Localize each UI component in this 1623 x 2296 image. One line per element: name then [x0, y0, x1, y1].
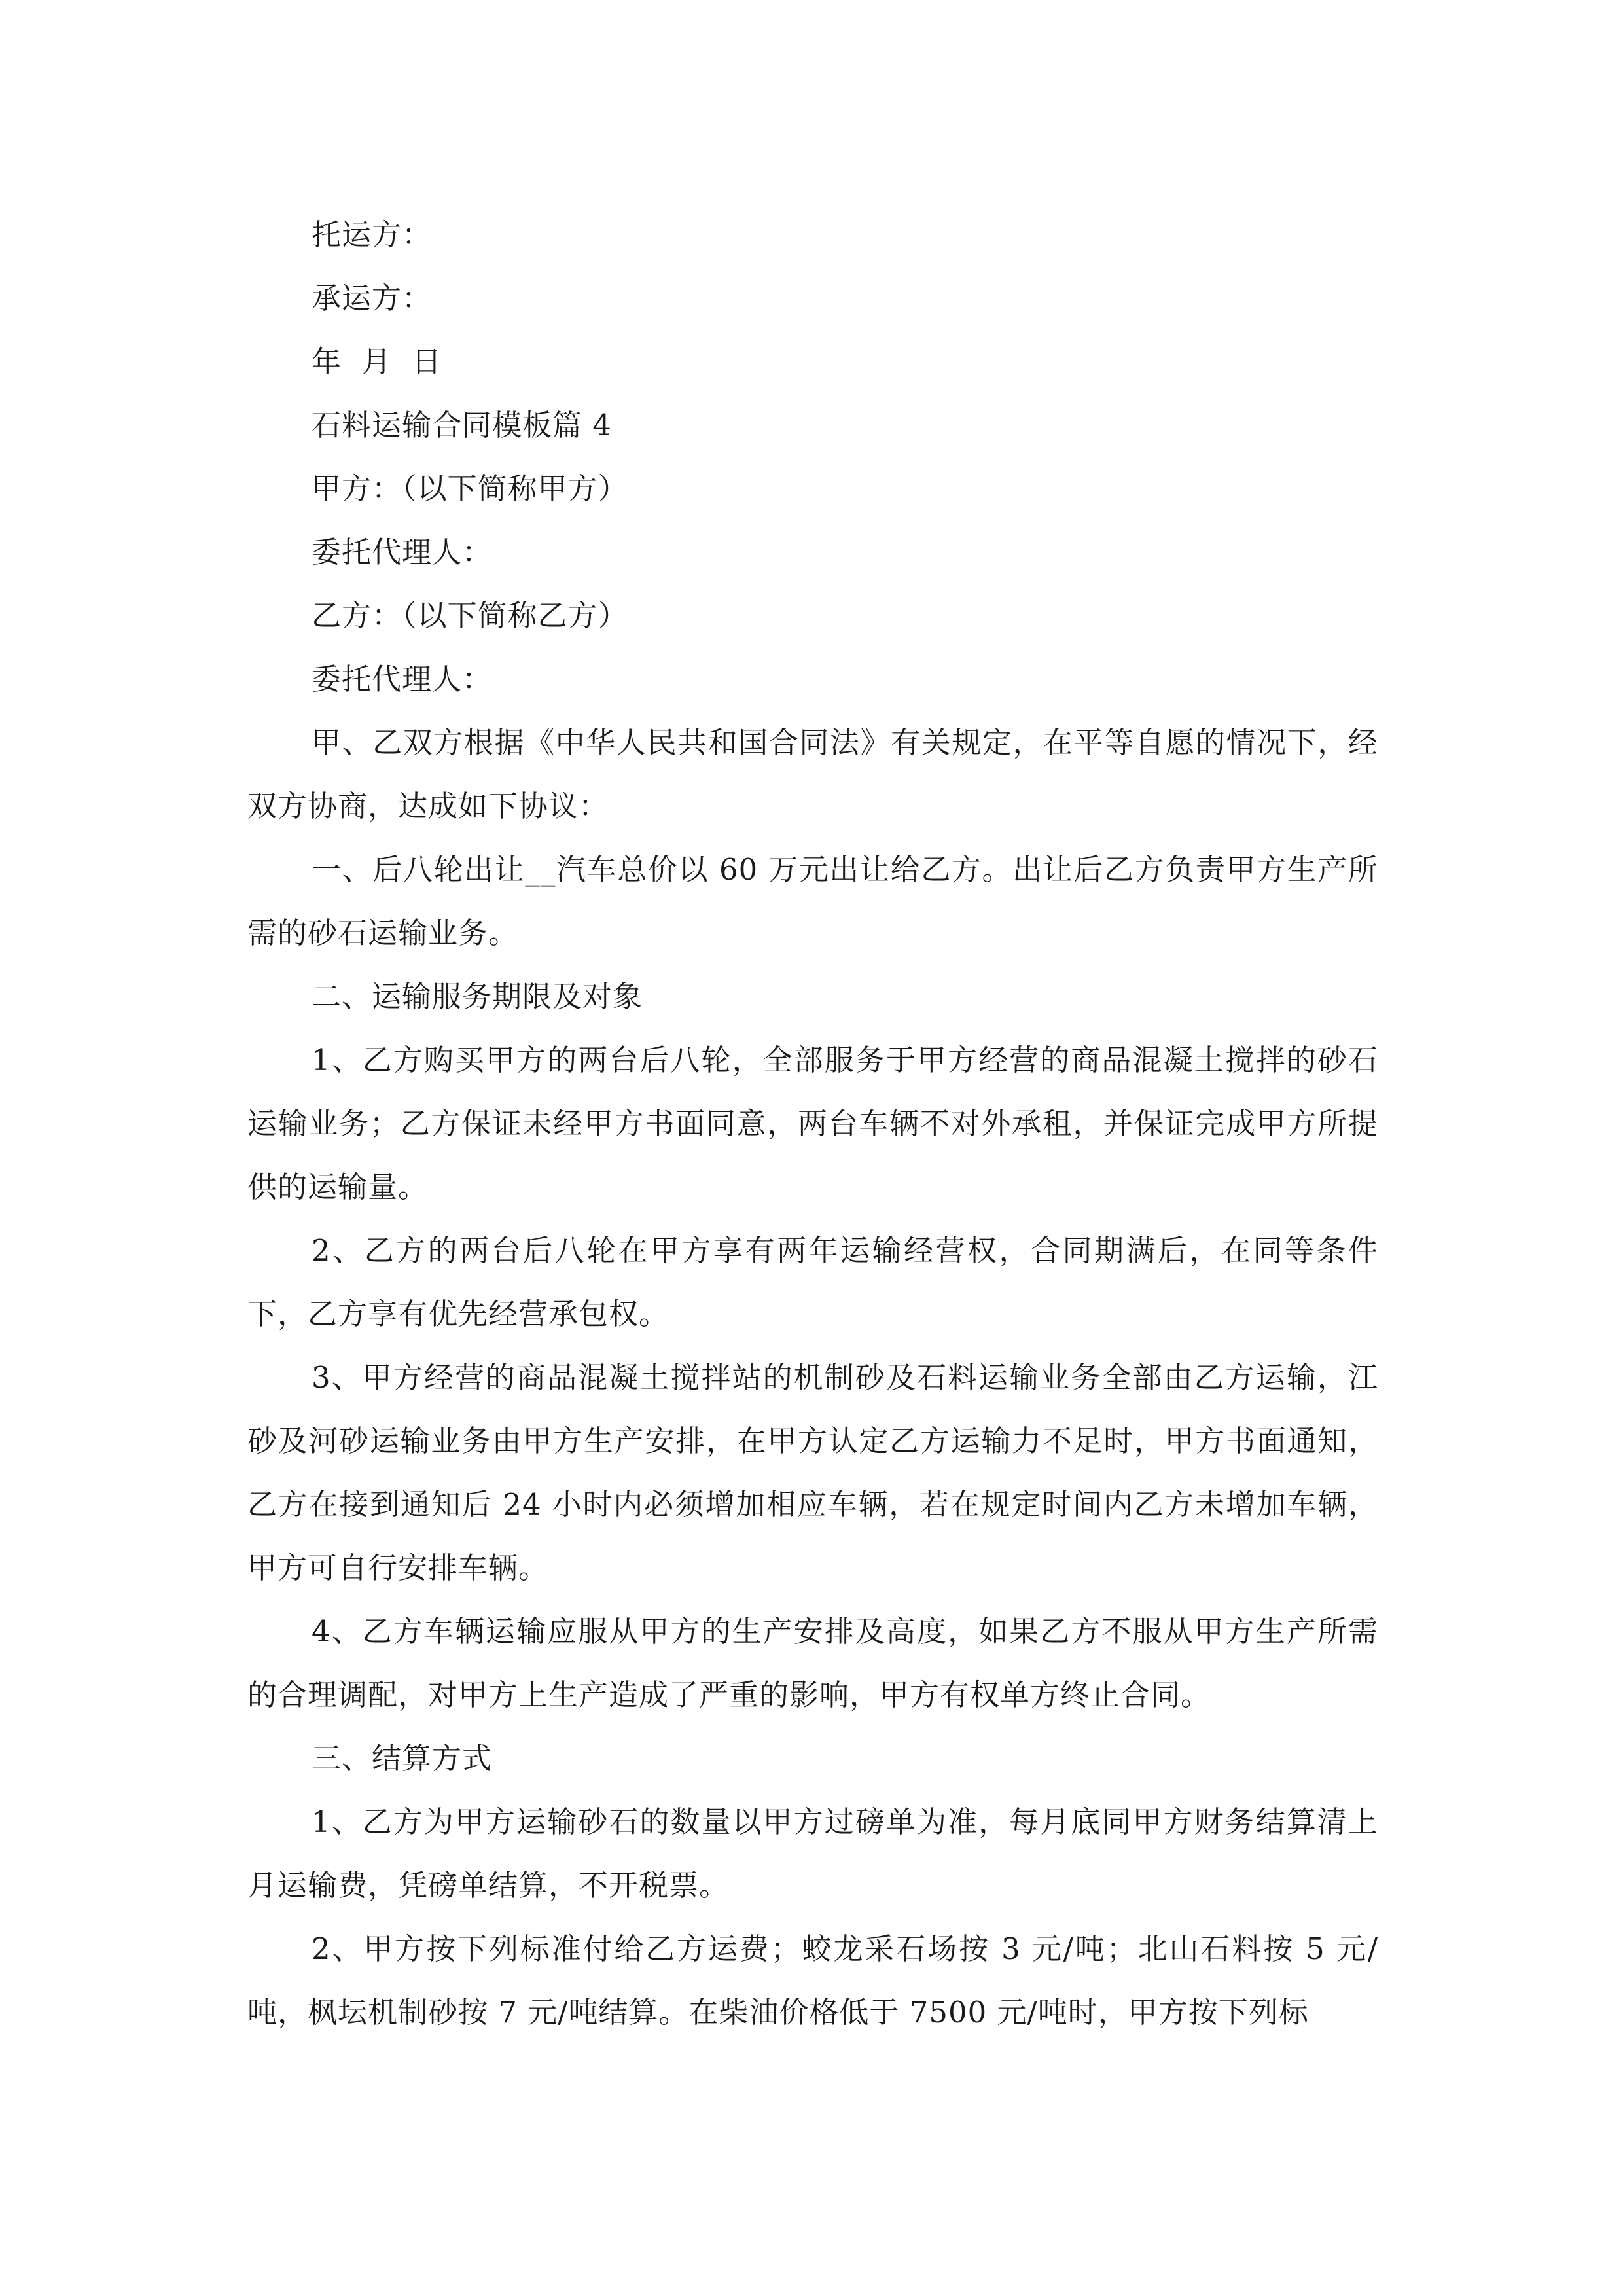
carrier-line: 承运方：: [312, 281, 433, 315]
clause-1-paragraph: 一、后八轮出让__汽车总价以 60 万元出让给乙方。出让后乙方负责甲方生产所需的砂石运输业务。: [247, 852, 1378, 950]
party-a-agent-line: 委托代理人：: [312, 535, 493, 569]
shipper-line: 托运方：: [312, 217, 433, 252]
clause-3-item-1: 1、乙方为甲方运输砂石的数量以甲方过磅单为准，每月底同甲方财务结算清上月运输费，凭磅单结算，不开税票。: [247, 1804, 1378, 1903]
date-line: 年 月 日: [312, 344, 442, 379]
party-b-agent-line: 委托代理人：: [312, 662, 493, 696]
document-body: [247, 203, 1378, 2044]
section-title: 石料运输合同模板篇 4: [312, 408, 612, 442]
clause-2-item-1: 1、乙方购买甲方的两台后八轮，全部服务于甲方经营的商品混凝土搅拌的砂石运输业务；乙方保证未经甲方书面同意，两台车辆不对外承租，并保证完成甲方所提供的运输量。: [247, 1043, 1378, 1204]
preamble-paragraph: 甲、乙双方根据《中华人民共和国合同法》有关规定，在平等自愿的情况下，经双方协商，达成如下协议：: [247, 725, 1378, 823]
party-b-line: 乙方：（以下简称乙方）: [312, 598, 628, 633]
clause-2-item-2: 2、乙方的两台后八轮在甲方享有两年运输经营权，合同期满后，在同等条件下，乙方享有优先经营承包权。: [247, 1233, 1378, 1331]
clause-2-heading: 二、运输服务期限及对象: [312, 979, 643, 1014]
clause-3-item-2: 2、甲方按下列标准付给乙方运费；蛟龙采石场按 3 元/吨；北山石料按 5 元/吨，枫坛机制砂按 7 元/吨结算。在柴油价格低于 7500 元/吨时，甲方按下列标: [247, 1931, 1378, 2030]
party-a-line: 甲方：（以下简称甲方）: [312, 471, 628, 506]
clause-2-item-3: 3、甲方经营的商品混凝土搅拌站的机制砂及石料运输业务全部由乙方运输，江砂及河砂运输业务由甲方生产安排，在甲方认定乙方运输力不足时，甲方书面通知，乙方在接到通知后 24 小时内必须增加相应车辆，若在规定时间内乙方未增加车辆，甲方可自行安排车辆。: [247, 1360, 1378, 1585]
clause-3-heading: 三、结算方式: [312, 1741, 493, 1776]
clause-2-item-4: 4、乙方车辆运输应服从甲方的生产安排及高度，如果乙方不服从甲方生产所需的合理调配，对甲方上生产造成了严重的影响，甲方有权单方终止合同。: [247, 1614, 1378, 1712]
